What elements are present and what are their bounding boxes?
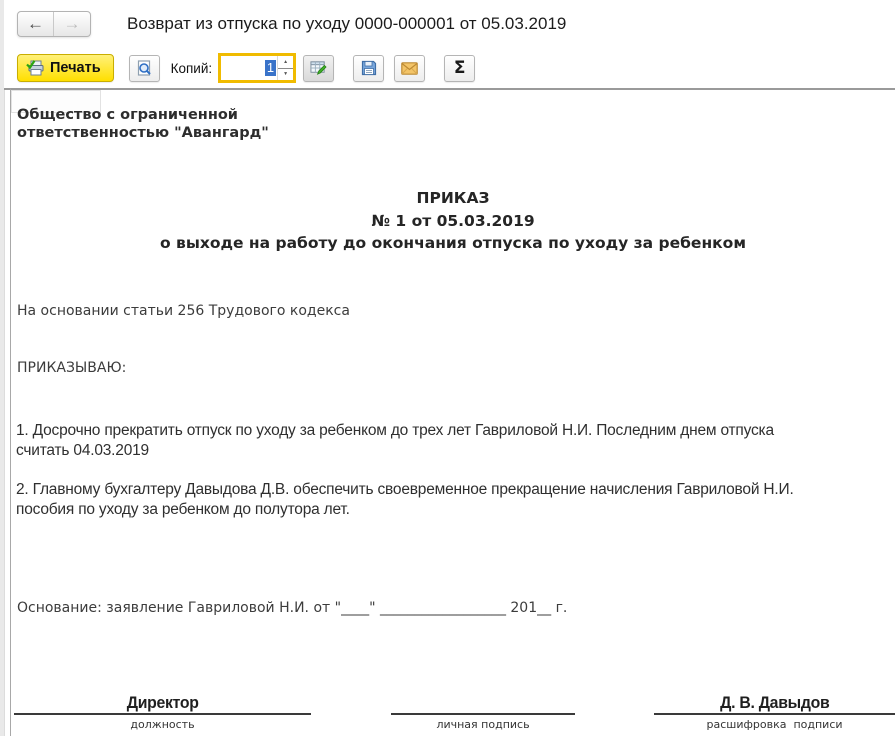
copies-spinner[interactable] (218, 53, 296, 83)
copies-input[interactable] (221, 56, 277, 80)
signature-line (391, 687, 575, 715)
print-button-label: Печать (50, 60, 101, 76)
spin-down-button[interactable]: ▼ (278, 69, 293, 81)
order-subject: о выходе на работу до окончания отпуска по уходу за ребенком (159, 234, 746, 252)
sum-button[interactable]: Σ (444, 55, 475, 82)
order-item-line: 2. Главному бухгалтеру Давыдова Д.В. обеспечить своевременное прекращение начисления Гавриловой Н.И. (16, 481, 794, 498)
table-pencil-icon (310, 60, 327, 76)
toolbar (4, 48, 895, 88)
envelope-icon (401, 62, 418, 75)
order-heading (11, 187, 895, 255)
order-item-line: 1. Досрочно прекратить отпуск по уходу за ребенком до трех лет Гавриловой Н.И. Последним днем отпуска (16, 422, 774, 439)
signature-position-value: Директор (126, 693, 199, 712)
signature-position-label: должность (130, 718, 195, 731)
signature-line (14, 687, 311, 715)
email-button[interactable] (394, 55, 425, 82)
order-item-line: считать 04.03.2019 (16, 441, 149, 459)
order-item-2 (16, 480, 794, 519)
company-line: ответственностью "Авангард" (17, 124, 269, 141)
save-button[interactable] (353, 55, 384, 82)
order-item-line: пособия по уходу за ребенком до полутора лет. (16, 500, 350, 518)
order-item-1 (16, 421, 774, 460)
forward-button[interactable]: → (54, 12, 90, 36)
basis-intro: На основании статьи 256 Трудового кодекса (17, 303, 350, 319)
window-edge-strip (0, 0, 5, 736)
signature-personal (391, 687, 575, 731)
signature-transcript-value: Д. В. Давыдов (719, 693, 830, 712)
print-button[interactable] (17, 54, 114, 82)
spinner-buttons (277, 56, 293, 80)
preview-magnifier-icon (136, 60, 153, 77)
copies-label: Копий: (170, 60, 213, 76)
signature-transcript (654, 687, 895, 731)
order-number-date: № 1 от 05.03.2019 (371, 211, 535, 230)
signature-line (654, 687, 895, 715)
printer-check-icon (26, 60, 44, 76)
company-line: Общество с ограниченной (17, 107, 238, 123)
nav-buttons (17, 11, 91, 37)
edit-table-button[interactable] (303, 55, 334, 82)
signature-position (14, 687, 311, 731)
title-bar (4, 0, 895, 48)
spreadsheet-document[interactable] (10, 88, 895, 736)
company-name (17, 107, 269, 142)
page-title: Возврат из отпуска по уходу 0000-000001 от 05.03.2019 (127, 14, 567, 33)
floppy-save-icon (361, 60, 377, 76)
copies-value: 1 (266, 60, 275, 75)
order-word: ПРИКАЗЫВАЮ: (17, 360, 127, 376)
back-button[interactable]: ← (18, 12, 54, 36)
preview-button[interactable] (129, 55, 160, 82)
spin-up-button[interactable]: ▲ (278, 56, 293, 69)
signature-transcript-label: расшифровка подписи (706, 718, 843, 731)
basis-line: Основание: заявление Гавриловой Н.И. от "____" __________________ 201__ г. (17, 600, 568, 616)
order-title: ПРИКАЗ (416, 189, 490, 207)
signature-personal-label: личная подпись (436, 718, 530, 731)
